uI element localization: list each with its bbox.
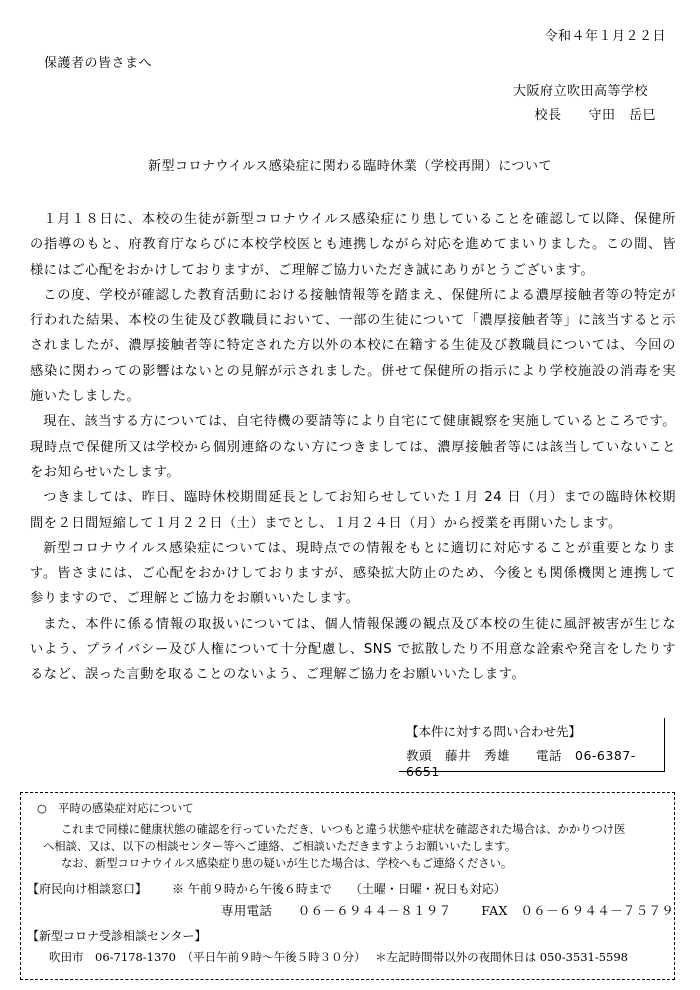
notice-line: これまで同様に健康状態の確認を行っていただき、いつもと違う状態や症状を確認された場合は、かかりつけ医 bbox=[61, 823, 626, 836]
contact-person: 教頭 藤井 秀雄 電話 06-6387-6651 bbox=[406, 748, 636, 779]
body-text bbox=[30, 207, 676, 688]
pref-consult-phone: 専用電話 ０６－６９４４－８１９７ FAX ０６－６９４４－７５７９ bbox=[221, 903, 675, 918]
principal-name: 校長 守田 岳巳 bbox=[534, 108, 656, 123]
notice-line: へ相談、又は、以下の相談センター等へご連絡、ご相談いただきますようお願いいたします。 bbox=[43, 840, 517, 853]
paragraph: また、本件に係る情報の取扱いについては、個人情報保護の観点及び本校の生徒に風評被害が生じないよう、プライバシー及び人権について十分配慮し、SNS で拡散したり不用意な詮索や発言をしたりするなど、誤った言動を取ることのないよう、ご理解ご協力をお願いいたします。 bbox=[30, 616, 676, 683]
suita-consult-phone: 吹田市 06-7178-1370 （平日午前９時～午後５時３０分） ＊左記時間帯以外の夜間休日は 050-3531-5598 bbox=[49, 950, 628, 964]
notice-line: なお、新型コロナウイルス感染症り患の疑いが生じた場合は、学校へもご連絡ください。 bbox=[61, 857, 513, 870]
paragraph: 現在、該当する方については、自宅待機の要請等により自宅にて健康観察を実施しているところです。現時点で保健所又は学校から個別連絡のない方につきましては、濃厚接触者等には該当していないことをお知らせいたします。 bbox=[30, 414, 676, 480]
contact-box bbox=[399, 718, 665, 779]
school-name: 大阪府立吹田高等学校 bbox=[512, 84, 648, 99]
addressee: 保護者の皆さまへ bbox=[44, 56, 153, 71]
date: 令和４年１月２２日 bbox=[544, 29, 666, 44]
paragraph: この度、学校が確認した教育活動における接触情報等を踏まえ、保健所による濃厚接触者等の特定が行われた結果、本校の生徒及び教職員において、一部の生徒について「濃厚接触者等」に該当すると示されましたが、濃厚接触者等に特定された方以外の本校に在籍する生徒及び教職員については、今回の感染に関わっての影響はないとの見解が示されました。併せて保健所の指示により学校施設の消毒を実施いたしました。 bbox=[30, 287, 676, 405]
consult-center-label: 【新型コロナ受診相談センター】 bbox=[27, 929, 207, 943]
pref-consult-label: 【府民向け相談窓口】 bbox=[27, 882, 148, 896]
pref-consult-hours: ※ 午前９時から午後６時まで （土曜・日曜・祝日も対応） bbox=[172, 882, 506, 896]
paragraph: １月１８日に、本校の生徒が新型コロナウイルス感染症にり患していることを確認して以降、保健所の指導のもと、府教育庁ならびに本校学校医とも連携しながら対応を進めてまいりました。この間、皆様にはご心配をおかけしておりますが、ご理解ご協力いただき誠にありがとうございます。 bbox=[30, 212, 676, 278]
paragraph: つきましては、昨日、臨時休校期間延長としてお知らせしていた１月 24 日（月）までの臨時休校期間を２日間短縮して１月２２日（土）までとし、１月２４日（月）から授業を再開いたします。 bbox=[30, 490, 676, 531]
document-title: 新型コロナウイルス感染症に関わる臨時休業（学校再開）について bbox=[148, 159, 552, 174]
notice-heading: ○ 平時の感染症対応について bbox=[37, 802, 194, 815]
paragraph: 新型コロナウイルス感染症については、現時点での情報をもとに適切に対応することが重要となります。皆さまには、ご心配をおかけしておりますが、感染拡大防止のため、今後とも関係機関と連携して参りますので、ご理解とご協力をお願いいたします。 bbox=[30, 540, 676, 607]
infection-notice-box bbox=[20, 792, 675, 980]
contact-heading: 【本件に対する問い合わせ先】 bbox=[406, 724, 582, 739]
